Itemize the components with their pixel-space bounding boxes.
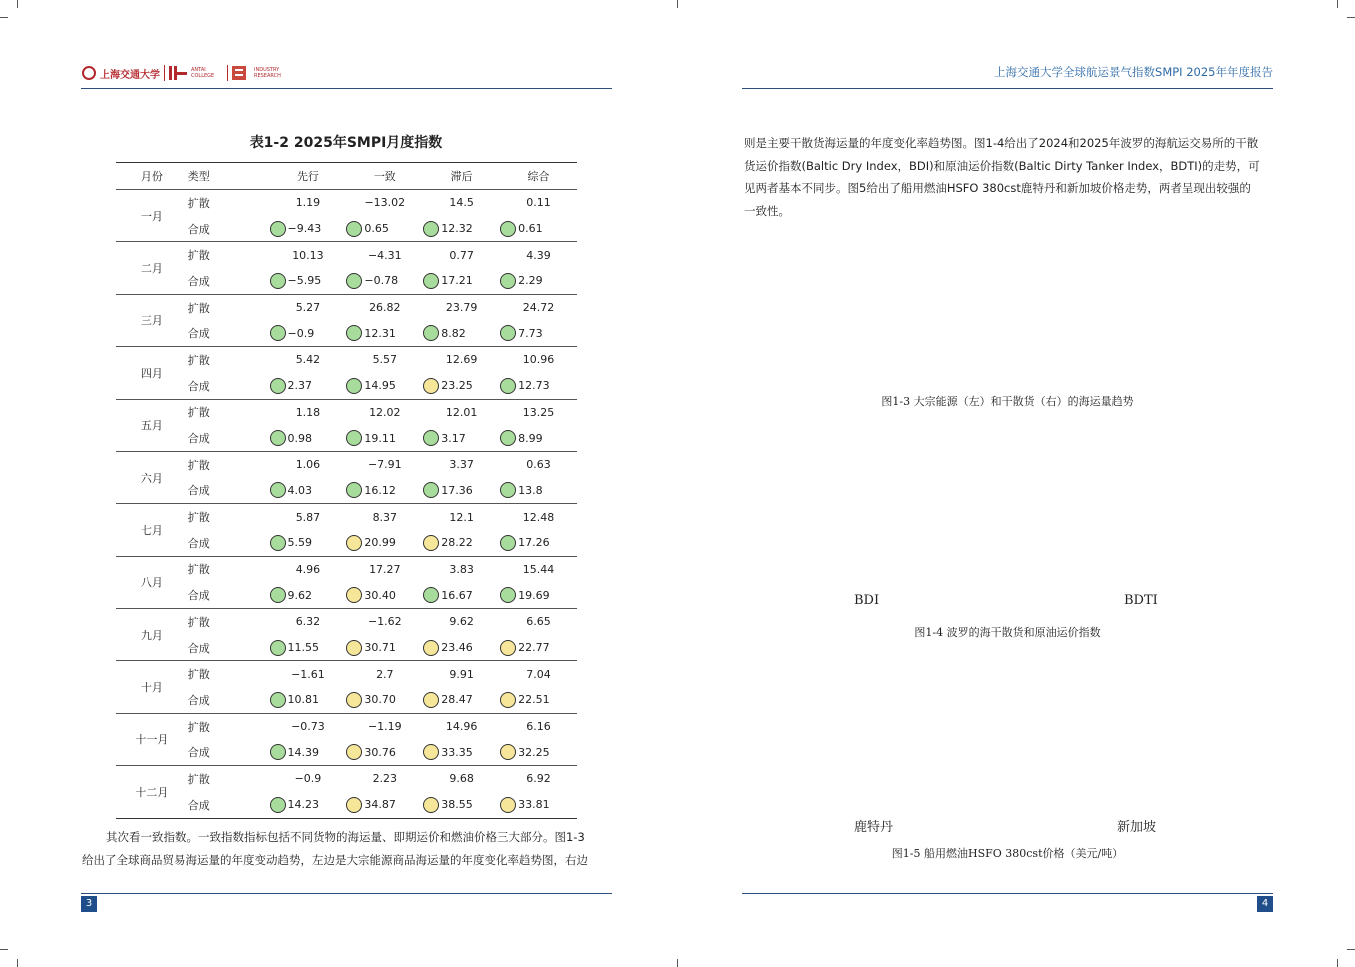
crop-mark <box>677 0 678 8</box>
table-row-diffusion <box>116 294 577 320</box>
month-cell: 十一月 <box>116 713 188 765</box>
composite-value: −5.95 <box>287 274 322 288</box>
diffusion-leading-cell: 1.18 <box>295 405 321 419</box>
composite-value: 17.26 <box>518 536 550 550</box>
composite-composite-cell <box>500 582 577 608</box>
antai-college-logo-text: ANTAI COLLEGE <box>191 67 215 79</box>
diffusion-composite-cell: 4.39 <box>526 248 551 262</box>
green-status-dot-icon <box>500 535 516 551</box>
industry-research-logo-text: INDUSTRY RESEARCH <box>254 67 281 79</box>
type-cell: 合成 <box>188 425 270 451</box>
composite-lagging-cell <box>423 739 500 765</box>
composite-value: 2.29 <box>518 274 543 288</box>
diffusion-leading-cell: 1.06 <box>295 458 321 472</box>
col-header-lagging: 滞后 <box>423 163 500 190</box>
crop-mark <box>17 0 18 8</box>
composite-coincident-cell <box>346 320 423 346</box>
green-status-dot-icon <box>346 221 362 237</box>
diffusion-coincident-cell: −1.62 <box>367 615 402 629</box>
composite-value: 8.99 <box>518 431 543 445</box>
yellow-status-dot-icon <box>500 744 516 760</box>
green-status-dot-icon <box>270 587 286 603</box>
green-status-dot-icon <box>500 378 516 394</box>
composite-lagging-cell <box>423 478 500 504</box>
composite-leading-cell <box>270 478 347 504</box>
col-header-coincident: 一致 <box>346 163 423 190</box>
table-row-diffusion <box>116 242 577 268</box>
composite-leading-cell <box>270 216 347 242</box>
diffusion-composite-cell: 10.96 <box>522 353 555 367</box>
green-status-dot-icon <box>270 430 286 446</box>
composite-composite-cell <box>500 530 577 556</box>
diffusion-coincident-cell: −4.31 <box>367 248 402 262</box>
green-status-dot-icon <box>423 587 439 603</box>
composite-value: 4.03 <box>287 483 312 497</box>
diffusion-composite-cell: 0.63 <box>526 458 551 472</box>
diffusion-composite-cell: 15.44 <box>522 562 555 576</box>
month-cell: 六月 <box>116 451 188 503</box>
yellow-status-dot-icon <box>346 797 362 813</box>
composite-value: 23.46 <box>441 641 473 655</box>
crop-mark <box>677 959 678 967</box>
composite-coincident-cell <box>346 635 423 661</box>
table-row-diffusion <box>116 713 577 739</box>
crop-mark <box>0 17 8 18</box>
composite-composite-cell <box>500 635 577 661</box>
diffusion-leading-cell: −0.9 <box>294 772 322 786</box>
green-status-dot-icon <box>500 273 516 289</box>
diffusion-lagging-cell: 9.62 <box>449 615 474 629</box>
composite-coincident-cell <box>346 582 423 608</box>
diffusion-lagging-cell: 14.5 <box>449 196 474 210</box>
composite-value: 9.62 <box>287 588 312 602</box>
body-paragraph-right <box>744 132 1274 222</box>
green-status-dot-icon <box>270 378 286 394</box>
green-status-dot-icon <box>346 273 362 289</box>
footer-rule-left <box>81 893 612 894</box>
type-cell: 合成 <box>188 268 270 294</box>
yellow-status-dot-icon <box>346 587 362 603</box>
type-cell: 扩散 <box>187 458 210 472</box>
green-status-dot-icon <box>500 482 516 498</box>
diffusion-lagging-cell: 12.69 <box>445 353 478 367</box>
yellow-status-dot-icon <box>423 640 439 656</box>
green-status-dot-icon <box>270 221 286 237</box>
industry-research-logo-icon <box>232 66 250 80</box>
composite-lagging-cell <box>423 792 500 818</box>
table-row-diffusion <box>116 504 577 530</box>
crop-mark <box>1347 17 1355 18</box>
type-cell: 合成 <box>188 320 270 346</box>
diffusion-leading-cell: 6.32 <box>295 615 321 629</box>
diffusion-leading-cell: 1.19 <box>295 196 321 210</box>
composite-leading-cell <box>270 792 347 818</box>
type-cell: 扩散 <box>187 668 210 682</box>
month-cell: 一月 <box>116 190 188 242</box>
composite-coincident-cell <box>346 478 423 504</box>
figure-caption-1-5: 图1-5 船用燃油HSFO 380cst价格（美元/吨） <box>891 847 1124 860</box>
composite-lagging-cell <box>423 687 500 713</box>
composite-value: 34.87 <box>364 798 396 812</box>
composite-value: 32.25 <box>518 745 550 759</box>
type-cell: 扩散 <box>187 196 210 210</box>
type-cell: 合成 <box>188 635 270 661</box>
composite-value: −0.78 <box>364 274 399 288</box>
type-cell: 扩散 <box>187 301 210 315</box>
diffusion-lagging-cell: 12.01 <box>445 405 478 419</box>
green-status-dot-icon <box>270 692 286 708</box>
diffusion-composite-cell: 6.65 <box>526 615 551 629</box>
diffusion-composite-cell: 0.11 <box>526 196 551 210</box>
table-row-diffusion <box>116 766 577 792</box>
green-status-dot-icon <box>423 482 439 498</box>
crop-mark <box>1347 949 1355 950</box>
month-cell: 三月 <box>116 294 188 346</box>
green-status-dot-icon <box>346 482 362 498</box>
composite-leading-cell <box>270 739 347 765</box>
composite-value: 13.8 <box>518 483 543 497</box>
table-row-diffusion <box>116 347 577 373</box>
composite-lagging-cell <box>423 582 500 608</box>
composite-value: 17.21 <box>441 274 473 288</box>
figure-label-rotterdam: 鹿特丹 <box>854 820 894 835</box>
composite-value: 14.95 <box>364 379 396 393</box>
composite-value: 28.47 <box>441 693 473 707</box>
month-cell: 十二月 <box>116 766 188 818</box>
diffusion-lagging-cell: 12.1 <box>449 510 474 524</box>
page-number-right: 4 <box>1257 896 1273 912</box>
green-status-dot-icon <box>346 378 362 394</box>
diffusion-composite-cell: 13.25 <box>522 405 555 419</box>
composite-value: −0.9 <box>287 326 315 340</box>
composite-value: 30.71 <box>364 641 396 655</box>
green-status-dot-icon <box>346 325 362 341</box>
diffusion-coincident-cell: 17.27 <box>369 562 401 576</box>
type-cell: 扩散 <box>187 249 210 263</box>
composite-value: 22.77 <box>518 641 550 655</box>
month-cell: 四月 <box>116 347 188 399</box>
paragraph-line: 则是主要干散货海运量的年度变化率趋势图。图1-4给出了2024和2025年波罗的海航运交易所的干散 <box>744 136 1259 150</box>
type-cell: 合成 <box>188 373 270 399</box>
composite-composite-cell <box>500 425 577 451</box>
composite-value: 19.69 <box>518 588 550 602</box>
diffusion-coincident-cell: −13.02 <box>364 196 406 210</box>
composite-leading-cell <box>270 268 347 294</box>
green-status-dot-icon <box>423 325 439 341</box>
composite-value: −9.43 <box>287 222 322 236</box>
composite-value: 5.59 <box>287 536 312 550</box>
composite-value: 33.81 <box>518 798 550 812</box>
composite-lagging-cell <box>423 373 500 399</box>
table-row-diffusion <box>116 609 577 635</box>
composite-value: 12.31 <box>364 326 396 340</box>
paragraph-line: 货运价指数(Baltic Dry Index，BDI)和原油运价指数(Baltic Dirty Tanker Index，BDTI)的走势，可 <box>744 158 1260 173</box>
yellow-status-dot-icon <box>423 797 439 813</box>
composite-value: 16.67 <box>441 588 473 602</box>
yellow-status-dot-icon <box>423 535 439 551</box>
composite-value: 8.82 <box>441 326 466 340</box>
diffusion-lagging-cell: 23.79 <box>445 301 478 315</box>
header-rule-left <box>81 88 612 89</box>
diffusion-composite-cell: 6.92 <box>526 772 551 786</box>
header-rule-right <box>742 88 1273 89</box>
yellow-status-dot-icon <box>500 640 516 656</box>
diffusion-lagging-cell: 3.83 <box>449 562 474 576</box>
composite-value: 17.36 <box>441 483 473 497</box>
composite-composite-cell <box>500 739 577 765</box>
composite-leading-cell <box>270 635 347 661</box>
green-status-dot-icon <box>270 640 286 656</box>
logo-divider <box>227 65 228 81</box>
composite-value: 12.73 <box>518 379 550 393</box>
green-status-dot-icon <box>270 797 286 813</box>
diffusion-leading-cell: 4.96 <box>295 562 321 576</box>
yellow-status-dot-icon <box>346 535 362 551</box>
diffusion-leading-cell: 5.87 <box>295 510 321 524</box>
composite-value: 28.22 <box>441 536 473 550</box>
diffusion-composite-cell: 7.04 <box>526 667 551 681</box>
yellow-status-dot-icon <box>346 692 362 708</box>
diffusion-lagging-cell: 14.96 <box>445 720 478 734</box>
crop-mark <box>17 959 18 967</box>
composite-value: 2.37 <box>287 379 312 393</box>
yellow-status-dot-icon <box>423 378 439 394</box>
composite-composite-cell <box>500 687 577 713</box>
composite-lagging-cell <box>423 216 500 242</box>
composite-composite-cell <box>500 373 577 399</box>
figure-caption-1-3: 图1-3 大宗能源（左）和干散货（右）的海运量趋势 <box>881 395 1134 408</box>
composite-value: 10.81 <box>287 693 319 707</box>
type-cell: 扩散 <box>187 563 210 577</box>
composite-composite-cell <box>500 320 577 346</box>
composite-value: 0.98 <box>287 431 312 445</box>
composite-composite-cell <box>500 268 577 294</box>
month-cell: 九月 <box>116 609 188 661</box>
month-cell: 八月 <box>116 556 188 608</box>
diffusion-coincident-cell: 2.7 <box>376 667 394 681</box>
composite-value: 0.61 <box>518 222 543 236</box>
body-paragraph-left <box>82 826 612 871</box>
composite-composite-cell <box>500 216 577 242</box>
green-status-dot-icon <box>270 273 286 289</box>
composite-value: 23.25 <box>441 379 473 393</box>
diffusion-coincident-cell: 26.82 <box>369 301 401 315</box>
figure-label-singapore: 新加坡 <box>1117 820 1157 835</box>
composite-value: 20.99 <box>364 536 396 550</box>
composite-lagging-cell <box>423 635 500 661</box>
green-status-dot-icon <box>500 221 516 237</box>
crop-mark <box>1337 0 1338 8</box>
university-seal-icon <box>82 66 96 80</box>
diffusion-coincident-cell: −7.91 <box>367 458 402 472</box>
type-cell: 合成 <box>188 478 270 504</box>
month-cell: 五月 <box>116 399 188 451</box>
yellow-status-dot-icon <box>423 692 439 708</box>
composite-coincident-cell <box>346 373 423 399</box>
composite-leading-cell <box>270 373 347 399</box>
smpi-monthly-table <box>116 162 577 819</box>
type-cell: 扩散 <box>187 720 210 734</box>
composite-leading-cell <box>270 530 347 556</box>
table-row-diffusion <box>116 556 577 582</box>
composite-value: 11.55 <box>287 641 319 655</box>
diffusion-lagging-cell: 3.37 <box>449 458 474 472</box>
green-status-dot-icon <box>270 744 286 760</box>
composite-value: 30.40 <box>364 588 396 602</box>
composite-leading-cell <box>270 582 347 608</box>
month-cell: 十月 <box>116 661 188 713</box>
diffusion-coincident-cell: −1.19 <box>367 720 402 734</box>
diffusion-coincident-cell: 5.57 <box>372 353 398 367</box>
composite-coincident-cell <box>346 268 423 294</box>
type-cell: 扩散 <box>187 615 210 629</box>
type-cell: 扩散 <box>187 406 210 420</box>
paragraph-line: 一致性。 <box>744 203 790 218</box>
table-row-diffusion <box>116 399 577 425</box>
composite-lagging-cell <box>423 268 500 294</box>
diffusion-leading-cell: −1.61 <box>291 667 325 681</box>
composite-lagging-cell <box>423 530 500 556</box>
green-status-dot-icon <box>500 587 516 603</box>
composite-value: 7.73 <box>518 326 543 340</box>
green-status-dot-icon <box>270 535 286 551</box>
composite-lagging-cell <box>423 320 500 346</box>
diffusion-leading-cell: 10.13 <box>292 248 324 262</box>
university-logo-text: 上海交通大学 <box>100 69 160 81</box>
diffusion-leading-cell: 5.42 <box>295 353 321 367</box>
table-title: 表1-2 2025年SMPI月度指数 <box>249 135 443 151</box>
composite-leading-cell <box>270 320 347 346</box>
crop-mark <box>0 949 8 950</box>
green-status-dot-icon <box>500 430 516 446</box>
composite-coincident-cell <box>346 739 423 765</box>
composite-coincident-cell <box>346 216 423 242</box>
composite-coincident-cell <box>346 687 423 713</box>
yellow-status-dot-icon <box>346 640 362 656</box>
diffusion-lagging-cell: 9.68 <box>449 772 474 786</box>
figure-label-bdti: BDTI <box>1124 593 1158 608</box>
composite-coincident-cell <box>346 530 423 556</box>
green-status-dot-icon <box>270 482 286 498</box>
table-row-diffusion <box>116 190 577 216</box>
green-status-dot-icon <box>423 273 439 289</box>
composite-value: 3.17 <box>441 431 466 445</box>
green-status-dot-icon <box>423 221 439 237</box>
footer-rule-right <box>742 893 1273 894</box>
month-cell: 七月 <box>116 504 188 556</box>
diffusion-leading-cell: −0.73 <box>291 720 325 734</box>
composite-lagging-cell <box>423 425 500 451</box>
composite-coincident-cell <box>346 425 423 451</box>
col-header-composite: 综合 <box>500 163 577 190</box>
composite-value: 19.11 <box>364 431 396 445</box>
header-logo <box>82 64 286 82</box>
type-cell: 合成 <box>188 792 270 818</box>
month-cell: 二月 <box>116 242 188 294</box>
type-cell: 扩散 <box>187 353 210 367</box>
figure-label-bdi: BDI <box>854 593 880 608</box>
type-cell: 合成 <box>188 216 270 242</box>
crop-mark <box>1337 959 1338 967</box>
diffusion-composite-cell: 12.48 <box>522 510 555 524</box>
composite-value: 0.65 <box>364 222 389 236</box>
type-cell: 合成 <box>188 530 270 556</box>
logo-divider <box>164 65 165 81</box>
yellow-status-dot-icon <box>500 797 516 813</box>
yellow-status-dot-icon <box>423 744 439 760</box>
green-status-dot-icon <box>423 430 439 446</box>
col-header-month: 月份 <box>116 163 188 190</box>
composite-value: 14.23 <box>287 798 319 812</box>
composite-value: 38.55 <box>441 798 473 812</box>
diffusion-coincident-cell: 2.23 <box>372 772 398 786</box>
table-row-diffusion <box>116 451 577 477</box>
report-header-title: 上海交通大学全球航运景气指数SMPI 2025年年度报告 <box>994 65 1273 79</box>
composite-leading-cell <box>270 425 347 451</box>
type-cell: 扩散 <box>187 772 210 786</box>
diffusion-coincident-cell: 12.02 <box>369 405 401 419</box>
paragraph-line: 其次看一致指数。一致指数指标包括不同货物的海运量、即期运价和燃油价格三大部分。图1-3 <box>106 830 585 844</box>
composite-leading-cell <box>270 687 347 713</box>
page-number-left: 3 <box>81 896 97 912</box>
composite-composite-cell <box>500 792 577 818</box>
paragraph-line: 见两者基本不同步。图5给出了船用燃油HSFO 380cst鹿特丹和新加坡价格走势，两者呈现出较强的 <box>744 181 1251 195</box>
diffusion-leading-cell: 5.27 <box>295 301 321 315</box>
composite-value: 30.76 <box>364 745 396 759</box>
green-status-dot-icon <box>346 430 362 446</box>
diffusion-lagging-cell: 0.77 <box>449 248 474 262</box>
composite-value: 16.12 <box>364 483 396 497</box>
type-cell: 合成 <box>188 739 270 765</box>
type-cell: 合成 <box>188 582 270 608</box>
diffusion-coincident-cell: 8.37 <box>372 510 398 524</box>
figure-caption-1-4: 图1-4 波罗的海干散货和原油运价指数 <box>914 626 1101 639</box>
diffusion-lagging-cell: 9.91 <box>449 667 474 681</box>
yellow-status-dot-icon <box>346 744 362 760</box>
table-header-row <box>116 163 577 190</box>
diffusion-composite-cell: 24.72 <box>522 301 555 315</box>
composite-value: 22.51 <box>518 693 550 707</box>
composite-value: 30.70 <box>364 693 396 707</box>
yellow-status-dot-icon <box>500 692 516 708</box>
col-header-type: 类型 <box>188 163 270 190</box>
type-cell: 扩散 <box>187 511 210 525</box>
green-status-dot-icon <box>270 325 286 341</box>
table-row-diffusion <box>116 661 577 687</box>
composite-coincident-cell <box>346 792 423 818</box>
paragraph-line: 给出了全球商品贸易海运量的年度变动趋势，左边是大宗能源商品海运量的年度变化率趋势图，右边 <box>82 852 588 867</box>
diffusion-composite-cell: 6.16 <box>526 720 551 734</box>
type-cell: 合成 <box>188 687 270 713</box>
composite-value: 33.35 <box>441 745 473 759</box>
composite-composite-cell <box>500 478 577 504</box>
antai-college-logo-icon <box>169 66 187 80</box>
composite-value: 14.39 <box>287 745 319 759</box>
col-header-leading: 先行 <box>270 163 347 190</box>
composite-value: 12.32 <box>441 222 473 236</box>
green-status-dot-icon <box>500 325 516 341</box>
